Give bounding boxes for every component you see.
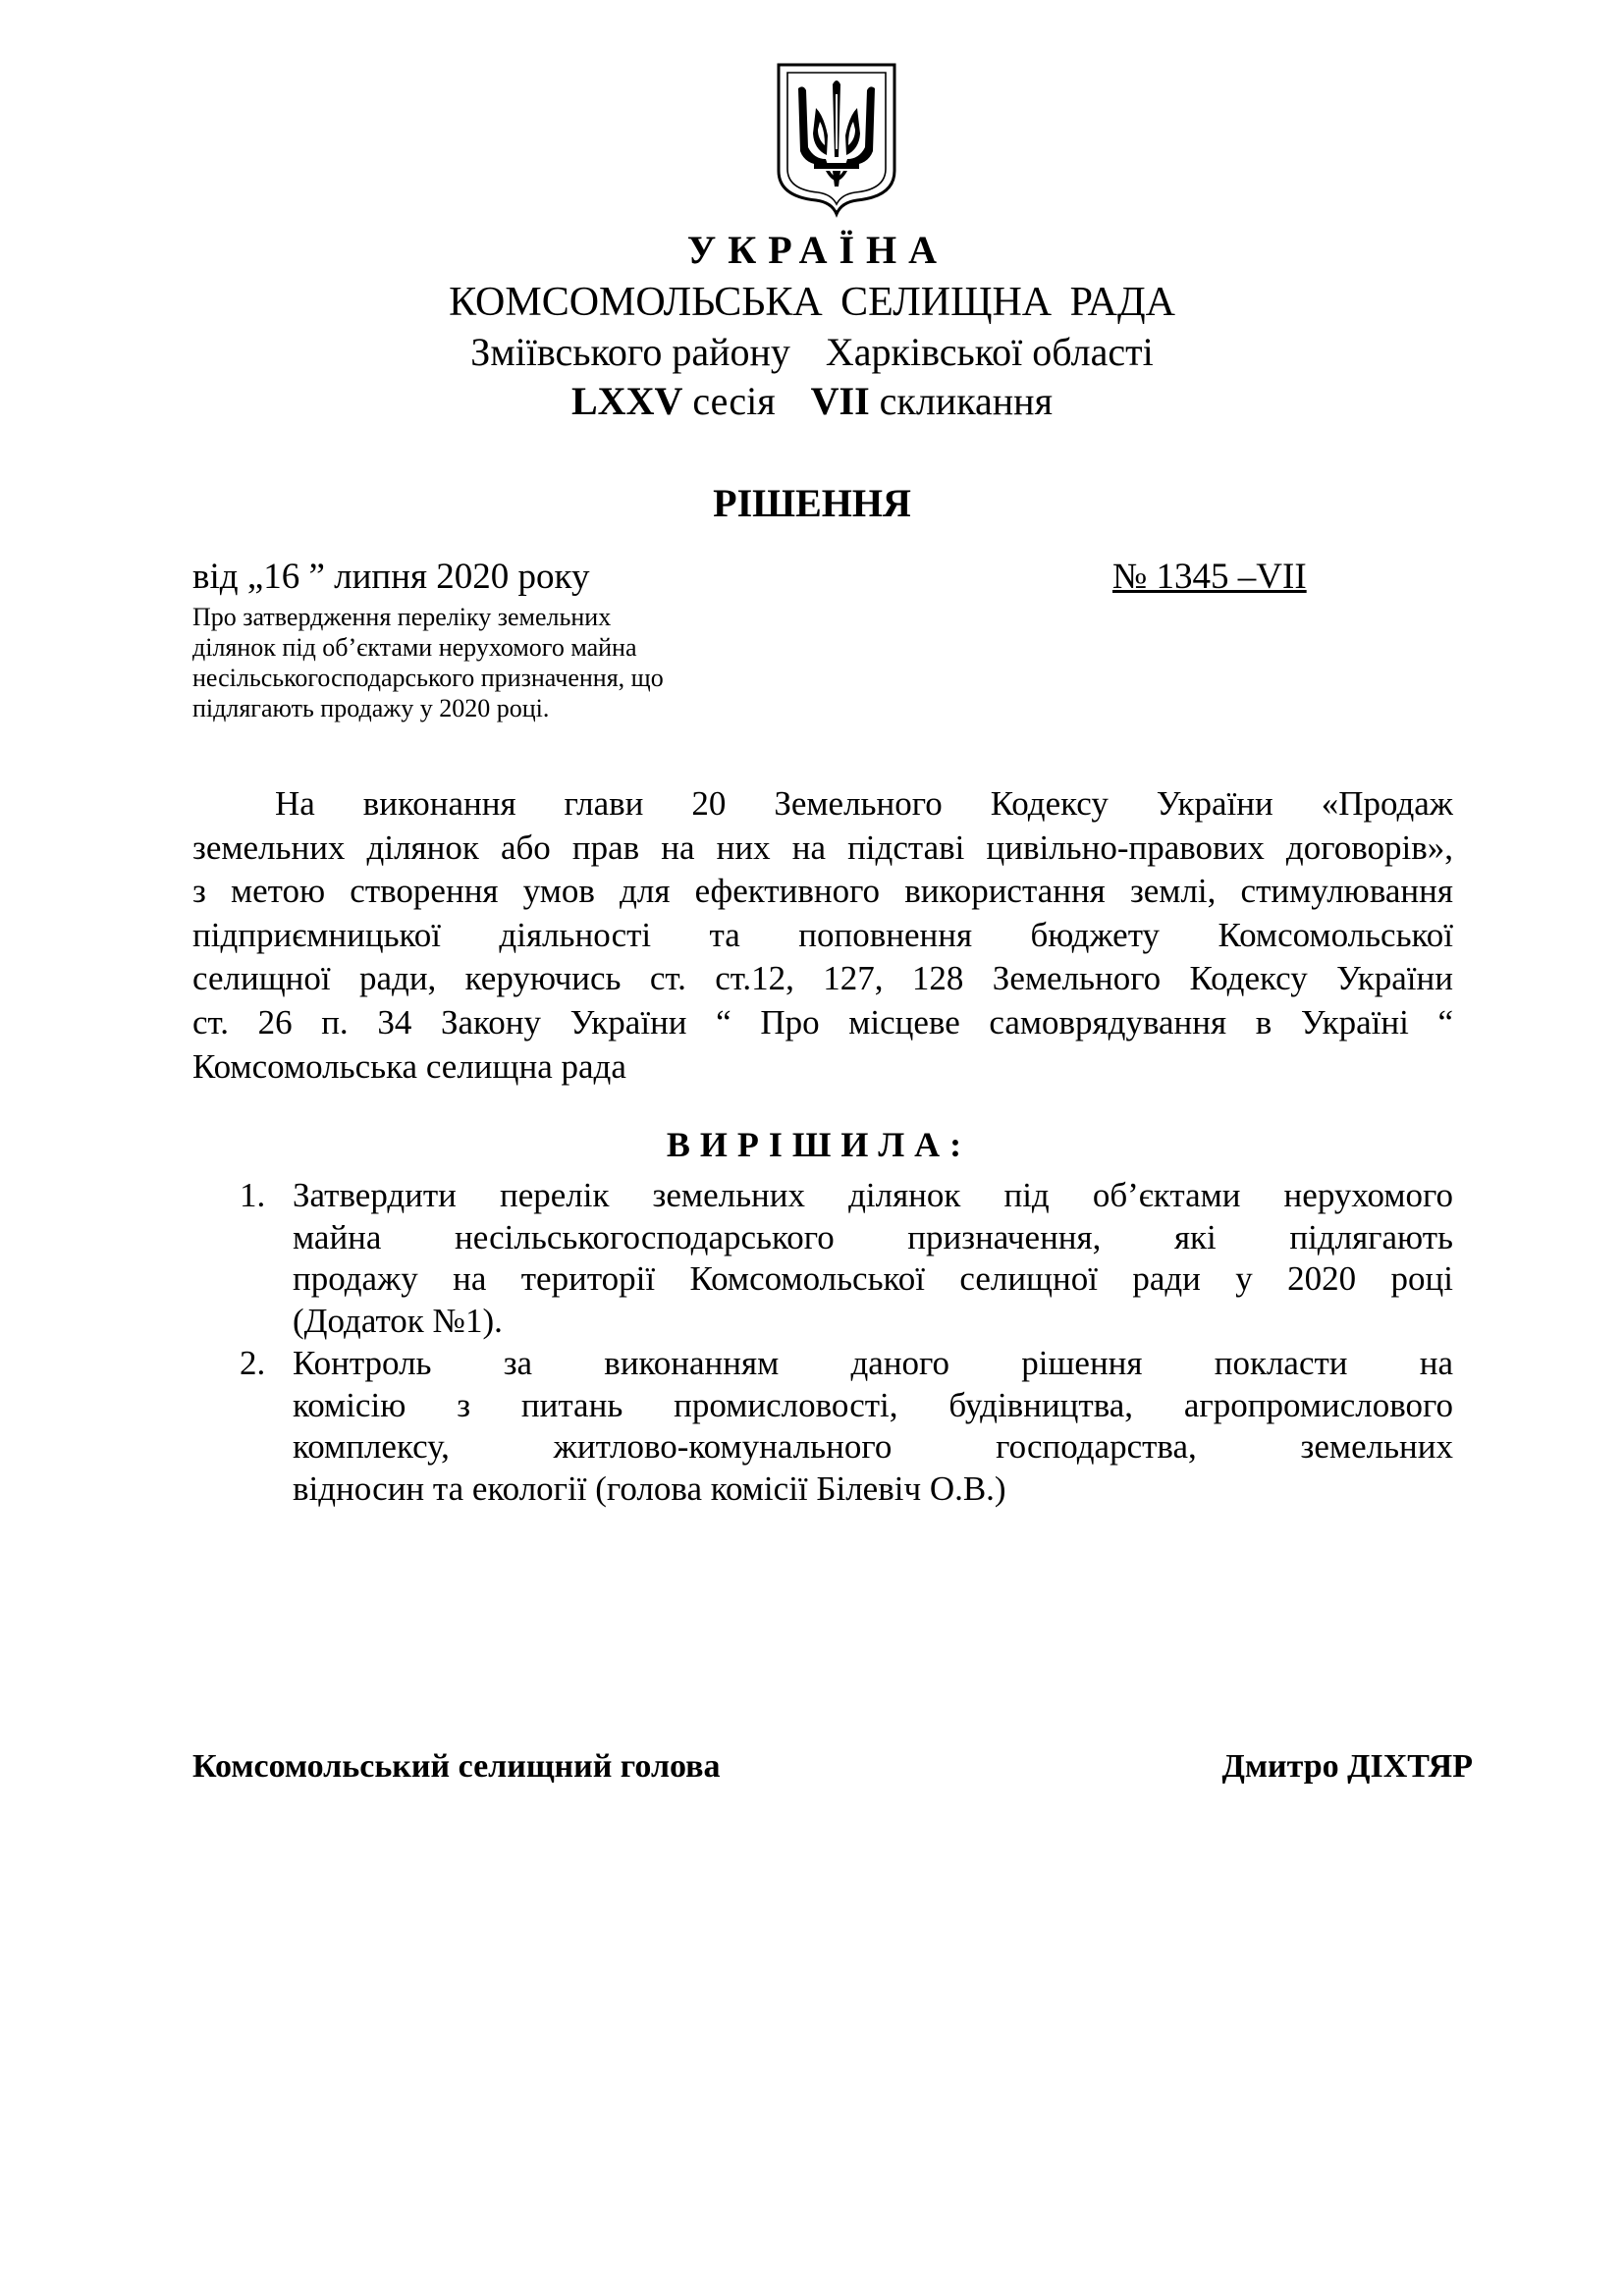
preamble-line: підприємницької діяльності та поповнення бюджету Комсомольської	[192, 915, 1453, 954]
session-line	[0, 377, 1624, 426]
preamble-line: земельних ділянок або прав на них на підставі цивільно-правових договорів»,	[192, 828, 1453, 867]
item-text	[293, 1343, 1453, 1510]
item-line: комплексу, житлово-комунального господарства, земельних	[293, 1427, 1453, 1466]
preamble-line: селищної ради, керуючись ст. ст.12, 127, 128 Земельного Кодексу України	[192, 959, 1453, 998]
item-text	[293, 1175, 1453, 1342]
preamble-line: ст. 26 п. 34 Закону України “ Про місцеве самоврядування в Україні “	[192, 1002, 1453, 1041]
item-line: продажу на території Комсомольської селищної ради у 2020 році	[293, 1259, 1453, 1298]
session-number: LXXV	[571, 379, 683, 423]
item-number: 2.	[240, 1344, 266, 1382]
item-line: Контроль за виконанням даного рішення покласти на	[293, 1344, 1453, 1382]
item-line: Затвердити перелік земельних ділянок під об’єктами нерухомого	[293, 1176, 1453, 1214]
resolved-heading: ВИРІШИЛА:	[666, 1125, 972, 1164]
decision-title: РІШЕННЯ	[713, 481, 911, 525]
preamble-line: На виконання глави 20 Земельного Кодексу України «Продаж	[275, 784, 1453, 823]
decision-subject	[192, 602, 801, 723]
council-name: КОМСОМОЛЬСЬКА СЕЛИЩНА РАДА	[449, 280, 1175, 325]
item-number: 1.	[240, 1176, 266, 1214]
preamble-line: Комсомольська селищна рада	[192, 1046, 626, 1086]
coat-of-arms-icon	[773, 61, 900, 218]
item-line: майна несільськогосподарського призначення, які підлягають	[293, 1217, 1453, 1256]
preamble-line: з метою створення умов для ефективного використання землі, стимулювання	[192, 872, 1453, 911]
signatory-title: Комсомольський селищний голова	[192, 1748, 721, 1785]
country-heading: УКРАЇНА	[686, 228, 949, 272]
convocation-number: VII	[810, 379, 870, 423]
preamble-paragraph	[192, 782, 1453, 1089]
district-line	[0, 328, 1624, 377]
subject-line: підлягають продажу у 2020 році.	[192, 694, 550, 722]
region-name: Харківської області	[825, 330, 1154, 374]
subject-line: ділянок під об’єктами нерухомого майна	[192, 633, 637, 662]
item-line: комісію з питань промисловості, будівництва, агропромислового	[293, 1385, 1453, 1424]
item-line: відносин та екології (голова комісії Білевіч О.В.)	[293, 1468, 1006, 1508]
district-name: Зміївського району	[470, 330, 790, 374]
decision-number: № 1345 –VII	[1112, 557, 1307, 597]
subject-line: Про затвердження переліку земельних	[192, 603, 612, 631]
subject-line: несільськогосподарського призначення, що	[192, 664, 664, 692]
session-word: сесія	[692, 379, 776, 423]
item-line: (Додаток №1).	[293, 1301, 503, 1340]
convocation-word: скликання	[879, 379, 1053, 423]
decision-date: від „16 ” липня 2020 року	[192, 557, 590, 597]
signatory-name: Дмитро ДІХТЯР	[1221, 1748, 1473, 1785]
